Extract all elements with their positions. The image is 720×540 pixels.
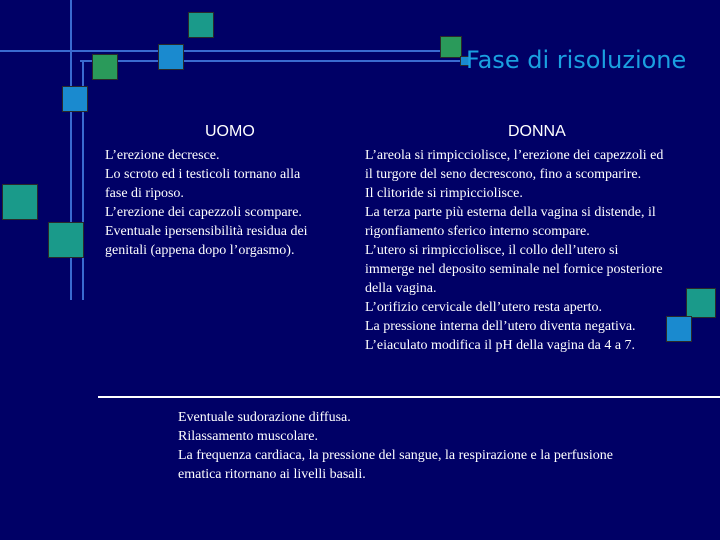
uomo-line: fase di riposo. [105,186,184,201]
donna-line: L’eiaculato modifica il pH della vagina da 4 a 7. [365,338,636,353]
donna-line: il turgore del seno decrescono, fino a scomparire. [365,167,642,182]
decor-square [666,316,692,342]
footer-text [178,408,613,484]
donna-line: La terza parte più esterna della vagina si distende, il [365,205,656,220]
uomo-line: L’erezione dei capezzoli scompare. [105,205,302,220]
donna-line: L’utero si rimpicciolisce, il collo dell’utero si [365,243,619,258]
footer-line: La frequenza cardiaca, la pressione del sangue, la respirazione e la perfusione [178,448,613,463]
decor-square [48,222,84,258]
decor-square [440,36,462,58]
donna-line: L’orifizio cervicale dell’utero resta aperto. [365,300,602,315]
uomo-line: L’erezione decresce. [105,148,220,163]
decor-square [188,12,214,38]
uomo-line: Lo scroto ed i testicoli tornano alla [105,167,301,182]
divider [98,396,720,398]
slide-title: Fase di risoluzione [466,46,687,74]
donna-line: L’areola si rimpicciolisce, l’erezione dei capezzoli ed [365,148,664,163]
uomo-line: genitali (appena dopo l’orgasmo). [105,243,295,258]
donna-line: La pressione interna dell’utero diventa negativa. [365,319,636,334]
donna-line: immerge nel deposito seminale nel fornice posteriore [365,262,663,277]
uomo-heading: UOMO [205,123,255,140]
uomo-line: Eventuale ipersensibilità residua dei [105,224,308,239]
decor-line-top [0,50,460,52]
footer-line: Eventuale sudorazione diffusa. [178,410,351,425]
decor-square [62,86,88,112]
donna-line: Il clitoride si rimpicciolisce. [365,186,523,201]
decor-line-top-2 [80,60,460,62]
footer-line: Rilassamento muscolare. [178,429,318,444]
donna-line: rigonfiamento sferico interno scompare. [365,224,590,239]
decor-square [92,54,118,80]
donna-heading: DONNA [508,123,566,140]
uomo-text [105,146,308,260]
decor-square [2,184,38,220]
donna-text [365,146,663,355]
footer-line: ematica ritornano ai livelli basali. [178,467,366,482]
donna-line: della vagina. [365,281,437,296]
decor-square [686,288,716,318]
decor-square [158,44,184,70]
